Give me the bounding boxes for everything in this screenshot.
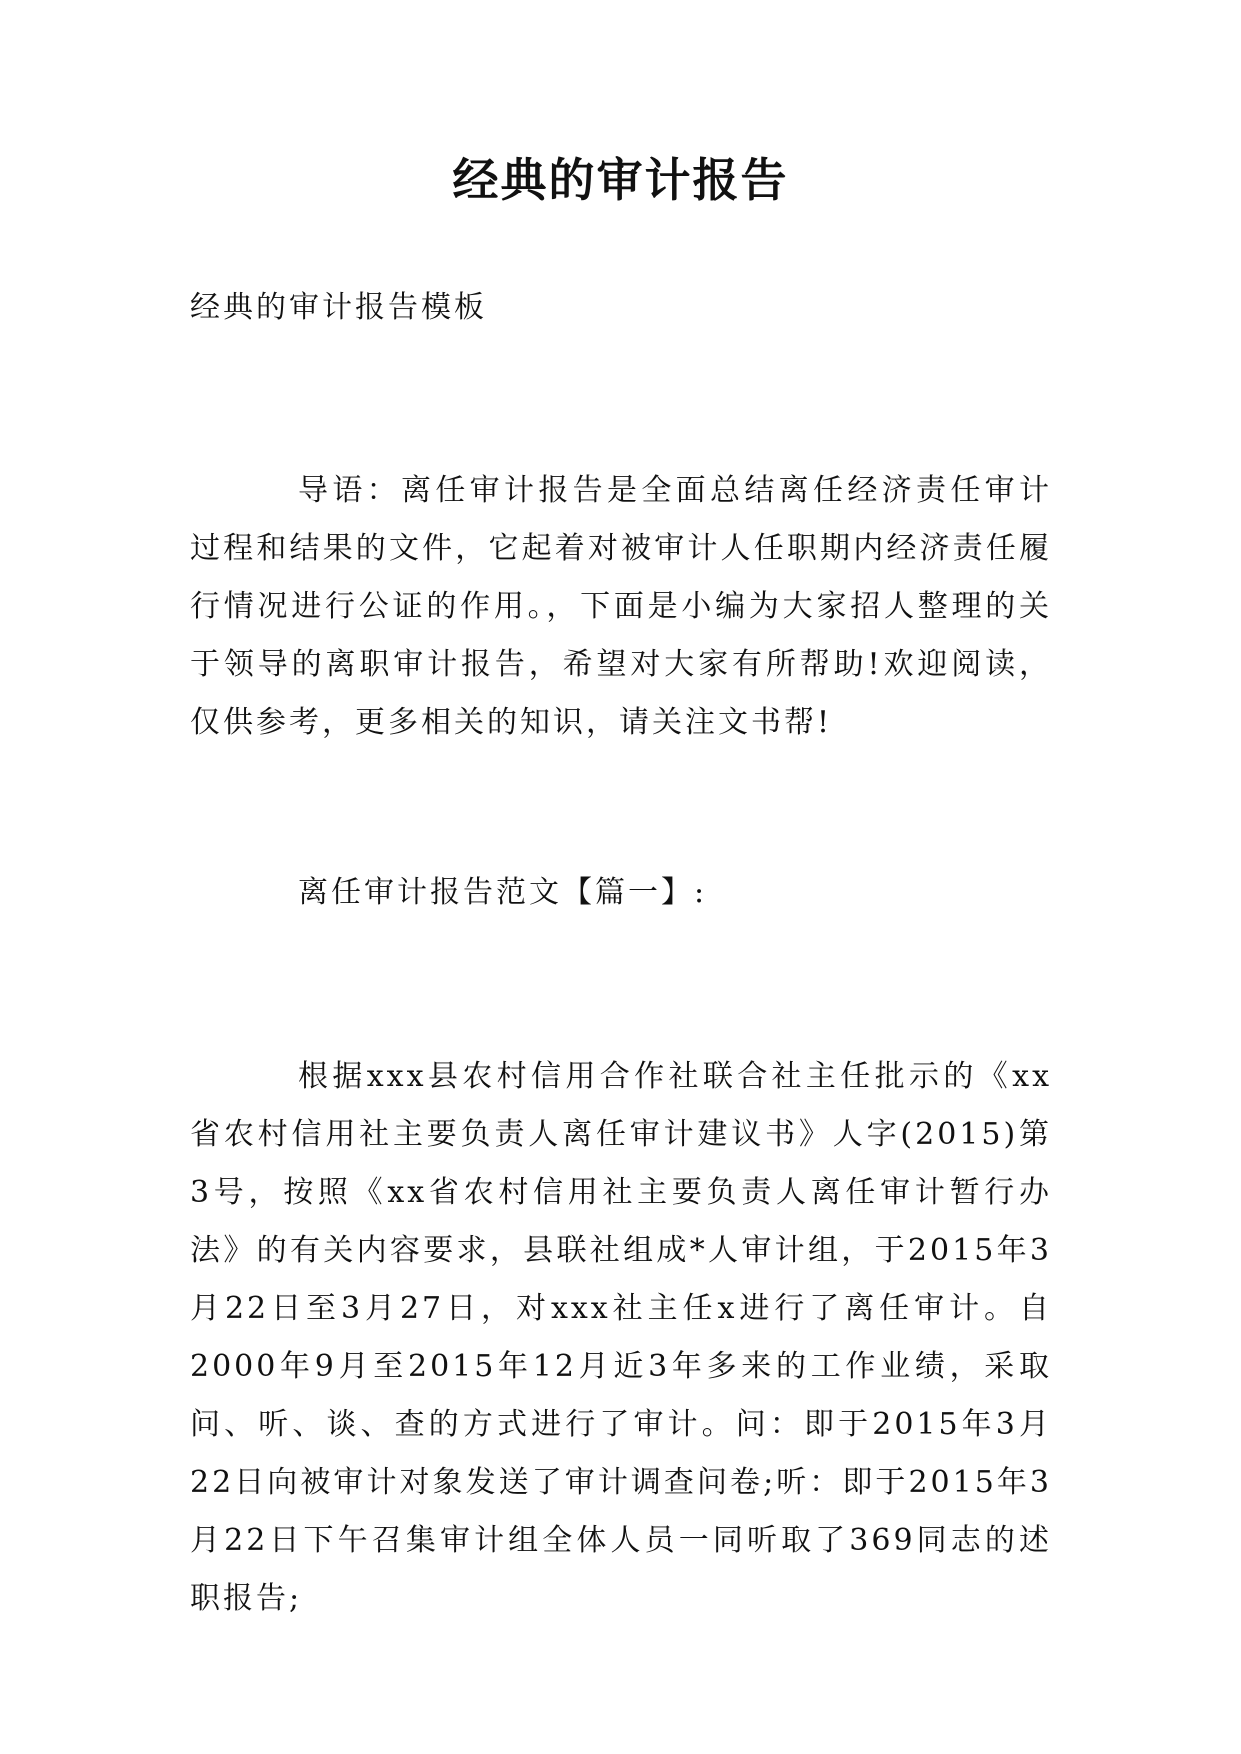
section-heading: 离任审计报告范文【篇一】: — [298, 875, 708, 910]
document-subtitle: 经典的审计报告模板 — [190, 290, 487, 325]
body-paragraph: 根据xxx县农村信用合作社联合社主任批示的《xx省农村信用社主要负责人离任审计建议书》人字(2015)第3号，按照《xx省农村信用社主要负责人离任审计暂行办法》的有关内容要求，县联社组成*人审计组，于2015年3月22日至3月27日，对xxx社主任x进行了离任审计。自2000年9月至2015年12月近3年多来的工作业绩，采取问、听、谈、查的方式进行了审计。问：即于2015年3月22日向被审计对象发送了审计调查问卷;听：即于2015年3月22日下午召集审计组全体人员一同听取了369同志的述职报告; — [190, 1059, 1052, 1616]
document-title: 经典的审计报告 — [452, 153, 789, 207]
intro-paragraph: 导语：离任审计报告是全面总结离任经济责任审计过程和结果的文件，它起着对被审计人任职期内经济责任履行情况进行公证的作用。，下面是小编为大家招人整理的关于领导的离职审计报告，希望对大家有所帮助!欢迎阅读，仅供参考，更多相关的知识，请关注文书帮! — [190, 473, 1052, 740]
